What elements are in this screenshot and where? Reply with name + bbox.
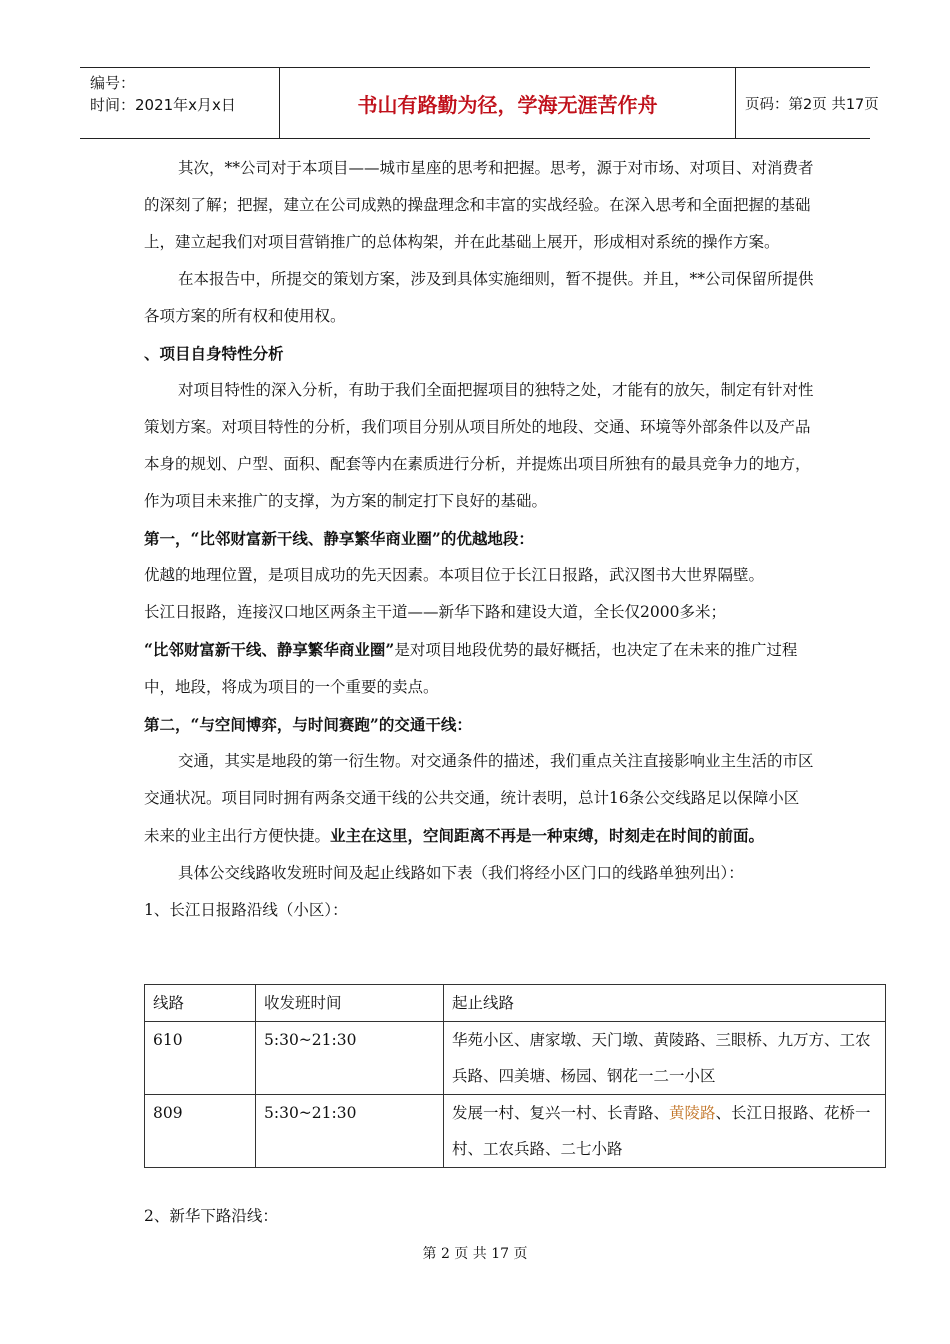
text-span: 、长江日报路、花桥一村、工农兵路、二七小路 <box>452 1104 871 1158</box>
table-cell: 5:30~21:30 <box>256 1022 444 1095</box>
paragraph: 具体公交线路收发班时间及起止线路如下表（我们将经小区门口的线路单独列出）： <box>178 864 744 882</box>
list-item: 2、新华下路沿线： <box>144 1207 278 1225</box>
table-cell: 5:30~21:30 <box>256 1095 444 1168</box>
number-label: 编号： <box>90 74 136 92</box>
paragraph: 其次，**公司对于本项目——城市星座的思考和把握。思考，源于对市场、对项目、对消费者的深刻了解；把握，建立在公司成熟的操盘理念和丰富的实战经验。在深入思考和全面把握的基础上，建立起我们对项目营销推广的总体构架，并在此基础上展开，形成相对系统的操作方案。 <box>144 159 814 251</box>
header-meta <box>80 68 280 138</box>
section-title: 、项目自身特性分析 <box>144 344 284 363</box>
table-cell: 华苑小区、唐家墩、天门墩、黄陵路、三眼桥、九万方、工农兵路、四美塘、杨园、钢花一二一小区 <box>444 1022 886 1095</box>
header-page-info: 页码：第2页 共17页 <box>745 96 879 113</box>
paragraph: 对项目特性的深入分析，有助于我们全面把握项目的独特之处，才能有的放矢，制定有针对性策划方案。对项目特性的分析，我们项目分别从项目所处的地段、交通、环境等外部条件以及产品本身的规划、户型、面积、配套等内在素质进行分析，并提炼出项目所独有的最具竞争力的地方，作为项目未来推广的支撑，为方案的制定打下良好的基础。 <box>144 381 814 510</box>
paragraph: 优越的地理位置，是项目成功的先天因素。本项目位于长江日报路，武汉图书大世界隔壁。 <box>144 566 765 584</box>
text-span: 是对项目地段优势的最好概括，也决定了在未来的推广过程中，地段，将成为项目的一个重要的卖点。 <box>144 641 798 696</box>
table-cell <box>444 1095 886 1168</box>
bold-phrase: 业主在这里，空间距离不再是一种束缚，时刻走在时间的前面。 <box>330 826 765 845</box>
table-header-row <box>145 985 886 1022</box>
text-span: 发展一村、复兴一村、长青路、 <box>452 1104 670 1122</box>
table-cell: 610 <box>145 1022 256 1095</box>
page-header <box>80 67 879 139</box>
paragraph: 在本报告中，所提交的策划方案，涉及到具体实施细则，暂不提供。并且，**公司保留所提供各项方案的所有权和使用权。 <box>144 270 814 325</box>
list-item: 1、长江日报路沿线（小区）： <box>144 901 348 919</box>
page-footer: 第 2 页 共 17 页 <box>422 1246 528 1262</box>
table-cell: 809 <box>145 1095 256 1168</box>
paragraph <box>144 743 814 855</box>
table-header: 起止线路 <box>444 985 886 1022</box>
document-body <box>144 150 814 929</box>
date-label: 时间：2021年x月x日 <box>90 96 236 114</box>
subheading: 第二，“与空间博弈，与时间赛跑”的交通干线： <box>144 715 472 734</box>
paragraph <box>144 631 814 706</box>
table-row <box>145 1022 886 1095</box>
bold-phrase: “比邻财富新干线、静享繁华商业圈” <box>144 640 395 659</box>
table-header: 线路 <box>145 985 256 1022</box>
table-row <box>145 1095 886 1168</box>
header-motto: 书山有路勤为径，学海无涯苦作舟 <box>280 68 736 138</box>
highlighted-text: 黄陵路 <box>669 1104 716 1122</box>
text-span: 交通，其实是地段的第一衍生物。对交通条件的描述，我们重点关注直接影响业主生活的市区交通状况。项目同时拥有两条交通干线的公共交通，统计表明，总计16条公交线路足以保障小区未来的业主出行方便快捷。 <box>144 752 814 845</box>
paragraph: 长江日报路，连接汉口地区两条主干道——新华下路和建设大道，全长仅2000多米； <box>144 603 726 621</box>
subheading: 第一，“比邻财富新干线、静享繁华商业圈”的优越地段： <box>144 529 534 548</box>
bus-route-table <box>144 984 886 1168</box>
table-header: 收发班时间 <box>256 985 444 1022</box>
